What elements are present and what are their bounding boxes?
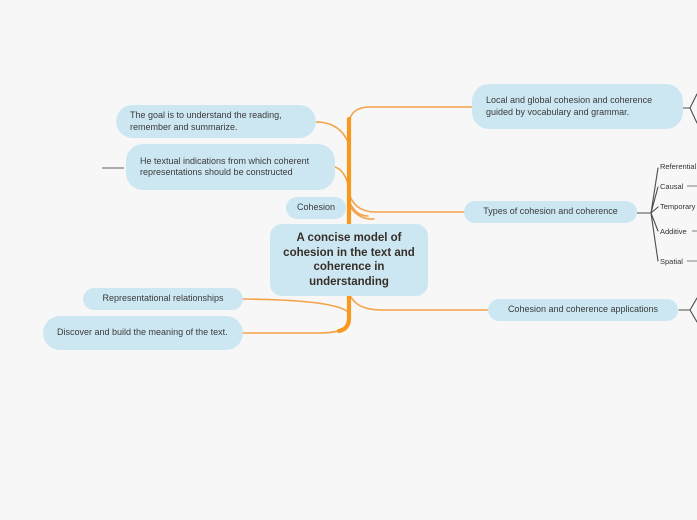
applications-fork <box>679 298 697 322</box>
branch-lines <box>243 107 488 333</box>
type-label-temporary[interactable]: Temporary <box>660 202 696 211</box>
branch-types <box>350 196 464 212</box>
types-fork <box>637 168 658 261</box>
type-label-referential[interactable]: Referential <box>660 162 697 171</box>
node-applications[interactable]: Cohesion and coherence applications <box>488 299 678 321</box>
branch-discover <box>243 329 343 333</box>
type-label-additive[interactable]: Additive <box>660 227 687 236</box>
type-label-spatial[interactable]: Spatial <box>660 257 683 266</box>
branch-indications <box>335 167 348 184</box>
branch-goal <box>316 122 347 140</box>
type-label-causal[interactable]: Causal <box>660 182 684 191</box>
node-textual-indications[interactable]: He textual indications from which coherent representations should be constructed <box>126 144 335 190</box>
node-local-global-cohesion[interactable]: Local and global cohesion and coherence guided by vocabulary and grammar. <box>472 84 683 129</box>
node-goal[interactable]: The goal is to understand the reading, remember and summarize. <box>116 105 316 138</box>
node-discover-meaning[interactable]: Discover and build the meaning of the text. <box>43 316 243 350</box>
node-representational-relationships[interactable]: Representational relationships <box>83 288 243 310</box>
branch-local-global <box>349 107 472 124</box>
central-topic-node[interactable]: A concise model of cohesion in the text and coherence in understanding <box>270 224 428 296</box>
branch-representational <box>243 299 348 312</box>
node-cohesion[interactable]: Cohesion <box>286 197 346 219</box>
node-types-of-cohesion[interactable]: Types of cohesion and coherence <box>464 201 637 223</box>
branch-applications <box>351 297 488 310</box>
type-label-stubs <box>687 186 697 261</box>
